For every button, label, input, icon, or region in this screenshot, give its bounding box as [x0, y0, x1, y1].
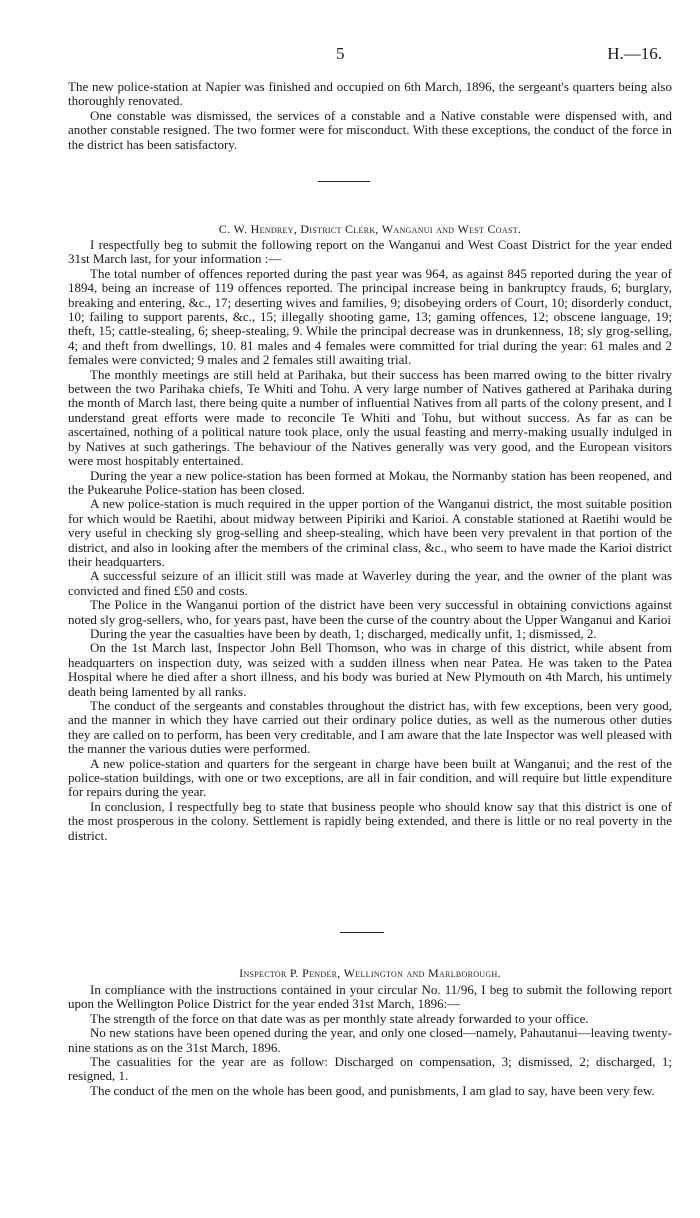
wellington-report: [68, 983, 672, 1098]
paragraph: During the year a new police-station has been formed at Mokau, the Normanby station has been reopened, and the Pukearuhe Police-station has been closed.: [68, 467, 672, 497]
section-heading-wanganui: C. W. Hendrey, District Clerk, Wanganui and West Coast.: [218, 222, 522, 236]
paragraph: The casualities for the year are as follow: Discharged on compensation, 3; dismissed, 2; discharged, 1; resigned, 1.: [68, 1054, 672, 1084]
paragraph: No new stations have been opened during the year, and only one closed—namely, Pahautanui—leaving twenty-nine stations as on the 31st March, 1896.: [68, 1025, 672, 1055]
napier-report-continuation: [68, 80, 672, 152]
paragraph: In compliance with the instructions contained in your circular No. 11/96, I beg to submit the following report upon the Wellington Police District for the year ended 31st March, 1896:—: [68, 982, 672, 1012]
paragraph: The Police in the Wanganui portion of the district have been very successful in obtaining convictions against noted sly grog-sellers, who, for years past, have been the curse of the country about the Upper Wanganui and Karioi: [68, 597, 672, 627]
paragraph: The conduct of the sergeants and constables throughout the district has, with few exceptions, been very good, and the manner in which they have carried out their ordinary police duties, as well as the numerous other duties they are called on to perform, has been very creditable, and I am aware that the late Inspector was well pleased with the manner the various duties were performed.: [68, 698, 672, 757]
section-divider: [340, 932, 384, 933]
paragraph: The new police-station at Napier was finished and occupied on 6th March, 1896, the sergeant's quarters being also thoroughly renovated.: [68, 79, 672, 109]
paragraph: A new police-station and quarters for the sergeant in charge have been built at Wanganui; and the rest of the police-station buildings, with one or two exceptions, are all in fair condition, and will require but little expenditure for repairs during the year.: [68, 755, 672, 800]
paragraph: During the year the casualties have been by death, 1; discharged, medically unfit, 1; dismissed, 2.: [90, 625, 597, 641]
section-divider: [318, 181, 370, 182]
paragraph: One constable was dismissed, the services of a constable and a Native constable were dispensed with, and another constable resigned. The two former were for misconduct. With these exceptions, the conduct of the force in the district has been satisfactory.: [68, 107, 672, 152]
paragraph: The total number of offences reported during the past year was 964, as against 845 reported during the year of 1894, being an increase of 119 offences reported. The principal increase being in bankruptcy frauds, 6; burglary, breaking and entering, &c., 17; deserting wives and families, 9; disobeying orders of Court, 10; disorderly conduct, 10; failing to support parents, &c., 15; illegally shooting game, 13; gaming offences, 12; obscene language, 19; theft, 15; cattle-stealing, 6; sheep-stealing, 9. While the principal decrease was in drunkenness, 18; sly grog-selling, 4; and theft from dwellings, 10. 81 males and 4 females were committed for trial during the year: 61 males and 2 females were convicted; 9 males and 2 females still awaiting trial.: [68, 265, 672, 368]
paragraph: A new police-station is much required in the upper portion of the Wanganui district, the most suitable position for which would be Raetihi, about midway between Pipiriki and Karioi. A constable stationed at Raetihi would be very useful in checking sly grog-selling and sheep-stealing, which have been very prevalent in that portion of the district, and also in looking after the members of the criminal class, &c., who seem to have made the Karioi district their headquarters.: [68, 496, 672, 569]
paragraph: I respectfully beg to submit the following report on the Wanganui and West Coast District for the year ended 31st March last, for your information :—: [68, 237, 672, 267]
paragraph: The strength of the force on that date was as per monthly state already forwarded to your office.: [90, 1010, 589, 1026]
paragraph: On the 1st March last, Inspector John Bell Thomson, who was in charge of this district, while absent from headquarters on inspection duty, was seized with a sudden illness when near Patea. He was taken to the Patea Hospital where he died after a short illness, and his body was buried at New Plymouth on 4th March, his untimely death being lamented by all ranks.: [68, 640, 672, 699]
wanganui-report: [68, 238, 672, 843]
document-reference: H.—16.: [607, 44, 662, 63]
paragraph: A successful seizure of an illicit still was made at Waverley during the year, and the owner of the plant was convicted and fined £50 and costs.: [68, 568, 672, 598]
paragraph: The conduct of the men on the whole has been good, and punishments, I am glad to say, have been very few.: [90, 1082, 655, 1098]
paragraph: The monthly meetings are still held at Parihaka, but their success has been marred owing to the bitter rivalry between the two Parihaka chiefs, Te Whiti and Tohu. A very large number of Natives gathered at Parihaka during the month of March last, there being quite a number of influential Natives from all parts of the colony present, and I understand great efforts were made to reconcile Te Whiti and Tohu, but without success. As far as can be ascertained, nothing of a political nature took place, only the usual feasting and merry-making usually indulged in by Natives at such gatherings. The behaviour of the Natives generally was very good, and the European visitors were most hospitably entertained.: [68, 366, 672, 469]
section-heading-wellington: Inspector P. Pender, Wellington and Marlborough.: [239, 966, 501, 980]
paragraph: In conclusion, I respectfully beg to state that business people who should know say that this district is one of the most prosperous in the colony. Settlement is rapidly being extended, and there is little or no real poverty in the district.: [68, 798, 672, 843]
page-number: 5: [336, 44, 345, 63]
